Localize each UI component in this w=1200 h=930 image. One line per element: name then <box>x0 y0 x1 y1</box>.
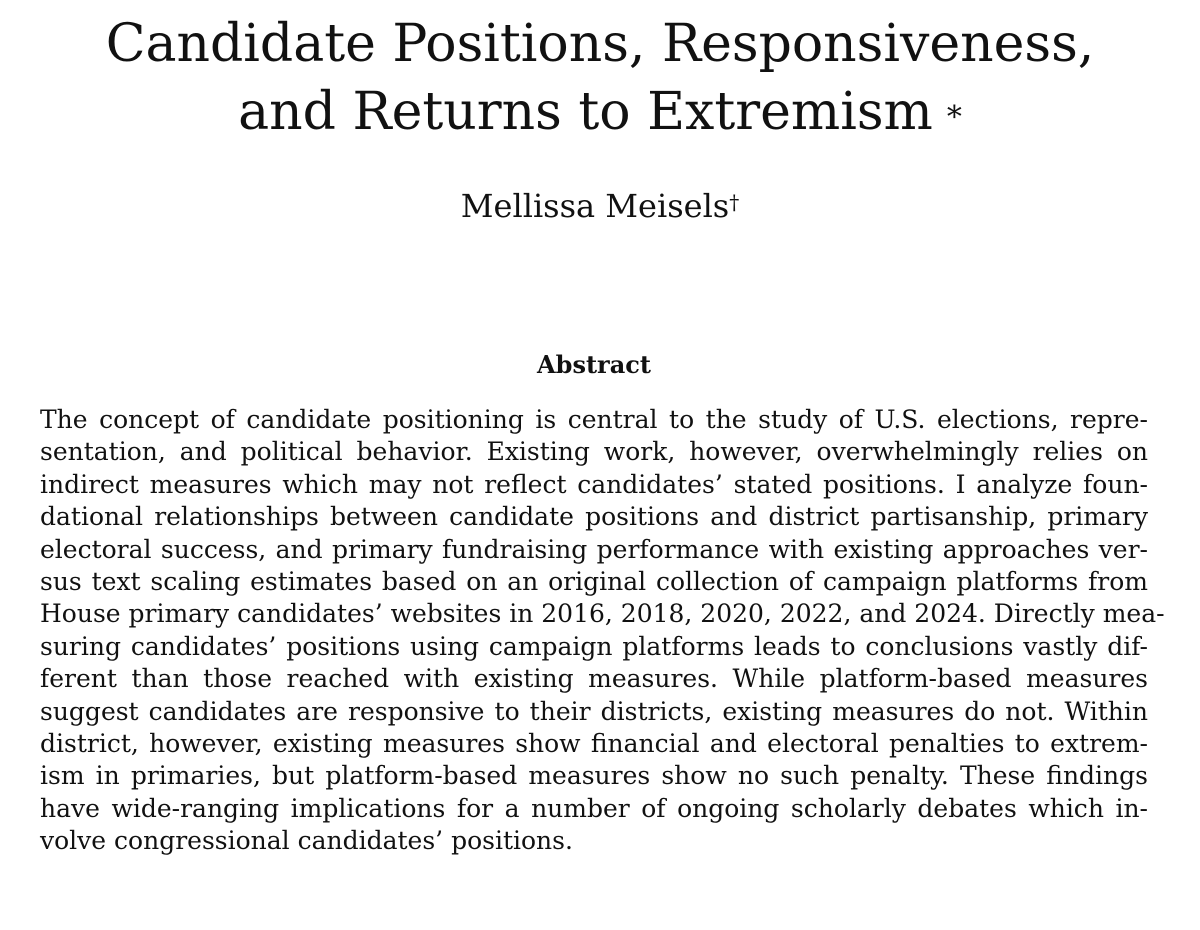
abstract-body <box>40 404 1165 858</box>
abstract-line: ferent than those reached with existing measures. While platform-based measures <box>40 664 1148 694</box>
author-line <box>0 186 1200 226</box>
author-name: Mellissa Meisels <box>460 187 730 225</box>
paper-title-line-2 <box>0 78 1200 146</box>
abstract-line: volve congressional candidates’ positions. <box>40 826 573 856</box>
abstract-line: sentation, and political behavior. Existing work, however, overwhelmingly relies on <box>40 437 1148 467</box>
abstract-line: The concept of candidate positioning is central to the study of U.S. elections, repre- <box>40 405 1148 434</box>
abstract-line: sus text scaling estimates based on an original collection of campaign platforms from <box>40 567 1148 597</box>
paper-title-line-2-text: and Returns to Extremism <box>238 82 933 142</box>
abstract-line: district, however, existing measures show financial and electoral penalties to extrem- <box>40 729 1148 759</box>
author-footnote-marker: † <box>729 190 740 214</box>
abstract-heading: Abstract <box>537 350 651 379</box>
abstract-line: electoral success, and primary fundraising performance with existing approaches ver- <box>40 534 1148 564</box>
abstract-line: ism in primaries, but platform-based measures show no such penalty. These findings <box>40 761 1148 791</box>
abstract-line: suring candidates’ positions using campaign platforms leads to conclusions vastly dif- <box>40 631 1148 661</box>
title-footnote-marker: * <box>946 100 962 135</box>
abstract-line: dational relationships between candidate positions and district partisanship, primary <box>40 502 1148 532</box>
abstract-line: House primary candidates’ websites in 2016, 2018, 2020, 2022, and 2024. Directly mea- <box>40 599 1165 629</box>
paper-title <box>0 10 1200 146</box>
abstract-line: have wide-ranging implications for a number of ongoing scholarly debates which in- <box>40 793 1148 823</box>
paper-title-line-1: Candidate Positions, Responsiveness, <box>105 14 1095 74</box>
abstract-line: suggest candidates are responsive to their districts, existing measures do not. Within <box>40 696 1148 726</box>
abstract-line: indirect measures which may not reflect candidates’ stated positions. I analyze foun- <box>40 469 1148 499</box>
